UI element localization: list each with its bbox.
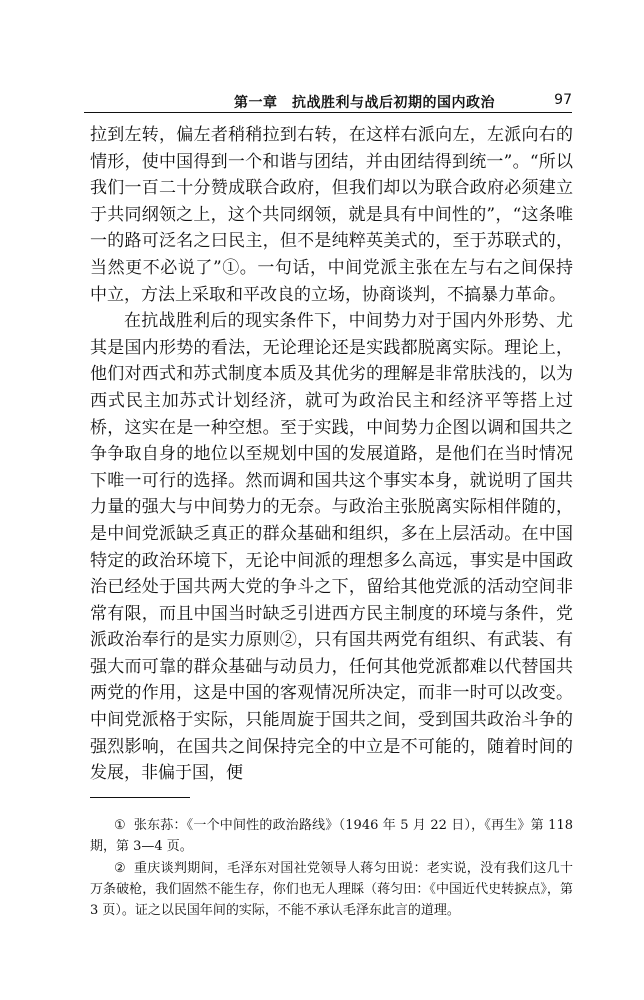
footnote (90, 815, 573, 857)
footnote-mark: ② (114, 861, 126, 876)
paragraph: 在抗战胜利后的现实条件下，中间势力对于国内外形势、尤其是国内形势的看法，无论理论还是实践都脱离实际。理论上，他们对西式和苏式制度本质及其优劣的理解是非常肤浅的，以为西式民主加苏式计划经济，就可为政治民主和经济平等搭上过桥，这实在是一种空想。至于实践，中间势力企图以调和国共之争争取自身的地位以至规划中国的发展道路，是他们在当时情况下唯一可行的选择。然而调和国共这个事实本身，就说明了国共力量的强大与中间势力的无奈。与政治主张脱离实际相伴随的，是中间党派缺乏真正的群众基础和组织，多在上层活动。在中国特定的政治环境下，无论中间派的理想多么高远，事实是中国政治已经处于国共两大党的争斗之下，留给其他党派的活动空间非常有限，而且中国当时缺乏引进西方民主制度的环境与条件，党派政治奉行的是实力原则②，只有国共两党有组织、有武装、有强大而可靠的群众基础与动员力，任何其他党派都难以代替国共两党的作用，这是中国的客观情况所决定，而非一时可以改变。中间党派格于实际，只能周旋于国共之间，受到国共政治斗争的强烈影响，在国共之间保持完全的中立是不可能的，随着时间的发展，非偏于国，便 (90, 311, 573, 784)
footnotes (90, 815, 573, 922)
footnote (90, 858, 573, 921)
running-title: 第一章 抗战胜利与战后初期的国内政治 (234, 95, 495, 111)
footnote-text: 张东荪：《一个中间性的政治路线》（1946 年 5 月 22 日），《再生》第 118 期，第 3—4 页。 (90, 818, 573, 854)
paragraph-continued: 拉到左转，偏左者稍稍拉到右转，在这样右派向左，左派向右的情形，使中国得到一个和谐与团结，并由团结得到统一”。“所以我们一百二十分赞成联合政府，但我们却以为联合政府必须建立于共同纲领之上，这个共同纲领，就是具有中间性的”，“这条唯一的路可泛名之曰民主，但不是纯粹英美式的，至于苏联式的，当然更不必说了”①。一句话，中间党派主张在左与右之间保持中立，方法上采取和平改良的立场，协商谈判，不搞暴力革命。 (90, 125, 573, 305)
main-text (90, 122, 573, 787)
footnote-divider (90, 797, 190, 798)
running-header (84, 86, 572, 113)
footnote-text: 重庆谈判期间，毛泽东对国社党领导人蒋匀田说：老实说，没有我们这几十万条破枪，我们固然不能生存，你们也无人理睬（蒋匀田：《中国近代史转捩点》，第 3 页）。证之以民国年间的实际，不能不承认毛泽东此言的道理。 (90, 861, 573, 918)
footnote-mark: ① (114, 818, 126, 833)
page-number: 97 (554, 92, 572, 108)
